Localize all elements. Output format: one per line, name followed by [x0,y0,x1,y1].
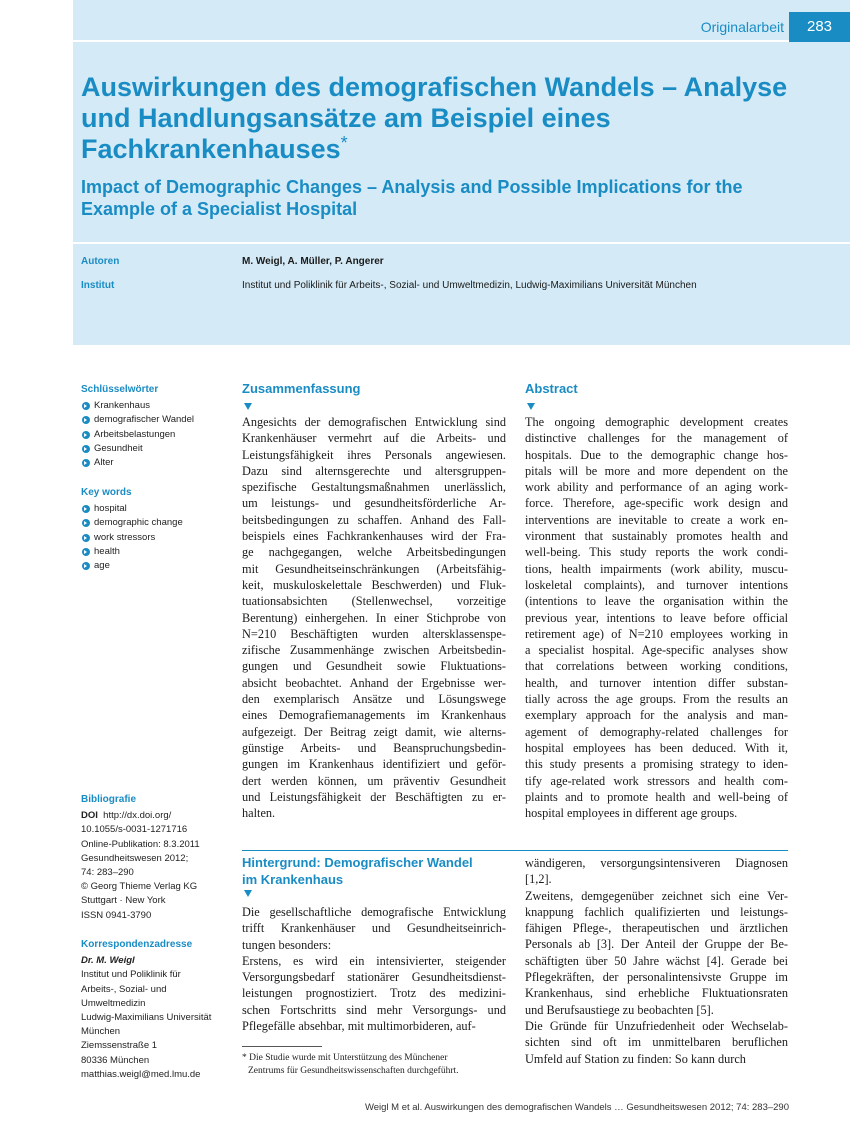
text-line: Zweitens, demgegenüber zeichnet sich eine Ver- [525,888,788,903]
text-line: pitals will be more and more dependent on the [525,463,788,478]
keyword-item: work stressors [81,531,231,545]
text-line: a specialist hospital. Age-specific analyses show [525,643,788,658]
text-line: force. Therefore, age-specific work design and [525,496,788,511]
doi-url[interactable]: http://dx.doi.org/ [103,810,172,822]
correspondence-email[interactable]: matthias.weigl@med.lmu.de [81,1068,201,1080]
text-line: well-being. This study reports the work condi- [525,545,788,560]
keyword-item: Alter [81,456,231,470]
meta-divider [73,242,850,244]
footnote [242,1052,507,1078]
text-line: tuationsabsichten (Stellenwechsel, vorzeitige [242,594,506,609]
text-line: den exemplarisch Ansätze und Lösungswege [242,692,506,707]
text-line: schäftigten über 50 Jahre wächst [4]. Gerade bei [525,953,788,968]
text-line: Die gesellschaftliche demografische Entwicklung [242,905,506,919]
keyword-item: hospital [81,502,231,516]
text-line: günstige Arbeits- und Beanspruchungsbedin- [242,740,506,755]
section-label: Originalarbeit [700,19,784,35]
text-line: gungen im Krankenhaus identifiziert und geför- [242,757,506,772]
bibliography-line: Stuttgart · New York [81,895,166,907]
footnote-line: * Die Studie wurde mit Unterstützung des Münchener [242,1053,448,1063]
background-heading-line: im Krankenhaus [242,872,344,887]
title-german-text: Auswirkungen des demografischen Wandels – Analyse und Handlungsansätze am Beispiel eines Fachkrankenhauses [81,72,788,164]
text-line: retirement age) of N=210 employees working in [525,626,788,641]
text-line: N=210 Beschäftigten wurden altersklassenspe- [242,626,506,641]
text-line: plaints and to promote health and well-being of [525,789,788,804]
text-line: Krankenhaus, sind erhebliche Fluktuationsraten [525,986,788,1001]
text-line: Pflegefälle absehbar, mit multimorbideren, auf- [242,1019,476,1034]
correspondence-line: Arbeits-, Sozial- und [81,983,167,995]
correspondence-label: Korrespondenzadresse [81,939,193,950]
text-line: knappung fachlich qualifizierten und leistungs- [525,904,788,919]
doi-label: DOI [81,810,98,822]
correspondence [81,938,231,1082]
text-line: Dazu sind alternsgerechte und altersgruppen- [242,463,506,478]
text-line: beispiels eines Fachkrankenhauses wird der Fra- [242,529,506,544]
bibliography-line: Gesundheitswesen 2012; [81,852,189,864]
institute: Institut und Poliklinik für Arbeits-, Sozial- und Umweltmedizin, Ludwig-Maximilians Universität München [242,280,697,291]
text-line: zifische Zusammenhänge zwischen Arbeitsbedin- [242,643,506,658]
text-line: fähigen Pflege-, therapeutischen und ärztlichen [525,921,788,936]
text-line: gungen und Gesundheit sowie Fluktuations- [242,659,506,674]
keyword-item: demographic change [81,516,231,530]
keyword-item: Krankenhaus [81,399,231,413]
text-line: work ability and performance of an aging work- [525,480,788,495]
text-line: leistungen prognostiziert. Trotz des medizini- [242,986,506,1001]
keywords-english-label: Key words [81,487,132,498]
keyword-item: Arbeitsbelastungen [81,428,231,442]
keywords-german [81,383,231,470]
text-line: eines Demografiemanagements im Krankenhaus [242,708,506,723]
text-line: tungen besonders: [242,937,332,952]
text-line: und Berufsaustiege zu beobachten [5]. [525,1002,714,1017]
bibliography-line: Online-Publikation: 8.3.2011 [81,838,200,850]
text-line: Leistungsfähigkeit ihres Personals angewiesen. [242,447,506,462]
text-line: The ongoing demographic development creates [525,415,788,429]
authors-label: Autoren [81,256,120,267]
correspondence-line: München [81,1026,121,1038]
keywords-german-list [81,399,231,470]
text-line: tify age-related work stressors and health com- [525,773,788,788]
text-line: wändigeren, versorgungsintensiveren Diagnosen [525,856,788,870]
text-line: Krankenhäuser vermehrt auf die Arbeits- und [242,431,506,446]
title-german [81,72,821,165]
text-line: aufgezeigt. Der Beitrag zeigt damit, wie alterns- [242,724,506,739]
title-footnote-marker: * [340,133,348,153]
triangle-down-icon [527,403,535,410]
text-line: Die Gründe für Unzufriedenheit oder Wechselab- [525,1018,788,1033]
background-text-left [242,904,506,1034]
text-line: that correlations between working conditions, [525,659,788,674]
abstract-english-heading: Abstract [525,381,578,396]
institute-label: Institut [81,280,115,291]
text-line: schen Fortschritts sind mehr Versorgungs- und [242,1002,506,1017]
background-heading [242,854,473,888]
keyword-item: health [81,545,231,559]
text-line: interventions are inevitable to create a work en- [525,512,788,527]
bibliography-line: © Georg Thieme Verlag KG [81,881,198,893]
text-line: um leistungs- und gesundheitsförderliche Ar- [242,496,506,511]
text-line: trifft Krankenhäuser und Gesundheitseinrich- [242,921,506,936]
text-line: hospital employees has been deduced. With it, [525,740,788,755]
abstract-german-text [242,414,506,821]
footnote-line: Zentrums für Gesundheitswissenschaften durchgeführt. [248,1066,459,1076]
text-line: tions, health impairments (work ability, muscu- [525,561,788,576]
footer-citation: Weigl M et al. Auswirkungen des demografischen Wandels … Gesundheitswesen 2012; 74: 283–290 [364,1102,789,1113]
text-line: Angesichts der demografischen Entwicklung sind [242,415,506,429]
keywords-german-label: Schlüsselwörter [81,384,159,395]
text-line: sichten sind oft im unmittelbaren beruflichen [525,1035,788,1050]
text-line: Umfeld auf Station zu finden: So kann durch [525,1051,746,1066]
text-line: Berentung) einhergehen. In einer Stichprobe von [242,610,506,625]
doi-line [81,809,231,823]
section-divider [242,850,788,851]
page-number: 283 [789,12,850,42]
correspondence-name: Dr. M. Weigl [81,955,135,967]
text-line: [1,2]. [525,872,552,887]
keyword-item: age [81,559,231,573]
background-text-right [525,855,788,1067]
authors: M. Weigl, A. Müller, P. Angerer [242,256,384,267]
text-line: health, and turnover intention differ substan- [525,675,788,690]
text-line: absicht beobachtet. Anhand der Ergebnisse wer- [242,675,506,690]
text-line: keit, muskuloskelettale Beschwerden) und Fluk- [242,577,506,592]
text-line: ge nachgegangen, welche Arbeitsbedingungen [242,545,506,560]
bibliography [81,793,231,923]
correspondence-line: Ludwig-Maximilians Universität [81,1012,212,1024]
header-divider [73,40,850,42]
bibliography-label: Bibliografie [81,794,137,805]
text-line: agement of demography-related challenges for [525,724,788,739]
correspondence-line: 80336 München [81,1054,150,1066]
text-line: vironment that sustainably promotes health and [525,529,788,544]
text-line: Pflegekräften, der personalintensivste Gruppe im [525,970,788,985]
text-line: (intentions to leave the organisation within the [525,594,788,609]
correspondence-line: Ziemssenstraße 1 [81,1040,158,1052]
background-heading-line: Hintergrund: Demografischer Wandel [242,855,473,870]
text-line: beitsbedingungen zu schaffen. Anhand des Fall- [242,512,506,527]
text-line: spezifische Gestaltungsmaßnahmen unerlässlich, [242,480,506,495]
abstract-german-heading: Zusammenfassung [242,381,361,396]
keyword-item: demografischer Wandel [81,413,231,427]
bibliography-line: ISSN 0941-3790 [81,909,152,921]
correspondence-line: Institut und Poliklinik für [81,969,181,981]
text-line: loskeletal complaints), and turnover intentions [525,577,788,592]
triangle-down-icon [244,890,252,897]
text-line: Personals ab [3]. Der Anteil der Gruppe der Be- [525,937,788,952]
bibliography-line: 74: 283–290 [81,867,134,879]
bibliography-line: 10.1055/s-0031-1271716 [81,824,188,836]
text-line: this study presents a promising strategy to iden- [525,757,788,772]
header-band [73,0,850,345]
text-line: halten. [242,806,276,821]
text-line: mit Gesundheitseinschränkungen (Arbeitsfähig- [242,561,506,576]
text-line: exemplary approach for the analysis and man- [525,708,788,723]
text-line: hospitals. Due to the demographic change hos- [525,447,788,462]
correspondence-line: Umweltmedizin [81,997,146,1009]
keywords-english [81,486,231,573]
text-line: Erstens, es wird ein intensivierter, steigender [242,953,506,968]
text-line: und Leistungsfähigkeit der Beschäftigten zu er- [242,789,506,804]
text-line: dert werden können, um präventiv Gesundheit [242,773,506,788]
text-line: Versorgungsbedarf stationärer Gesundheitsdienst- [242,970,506,985]
keyword-item: Gesundheit [81,442,231,456]
text-line: previous year, intentions to leave before official [525,610,788,625]
text-line: hospital employees in different age groups. [525,806,738,821]
title-english: Impact of Demographic Changes – Analysis and Possible Implications for the Example of a Specialist Hospital [81,177,743,219]
abstract-english-text [525,414,788,821]
triangle-down-icon [244,403,252,410]
footnote-divider [242,1046,322,1047]
text-line: tially across the age groups. From the results an [525,692,788,707]
keywords-english-list [81,502,231,573]
text-line: distinctive challenges for the management of [525,431,788,446]
